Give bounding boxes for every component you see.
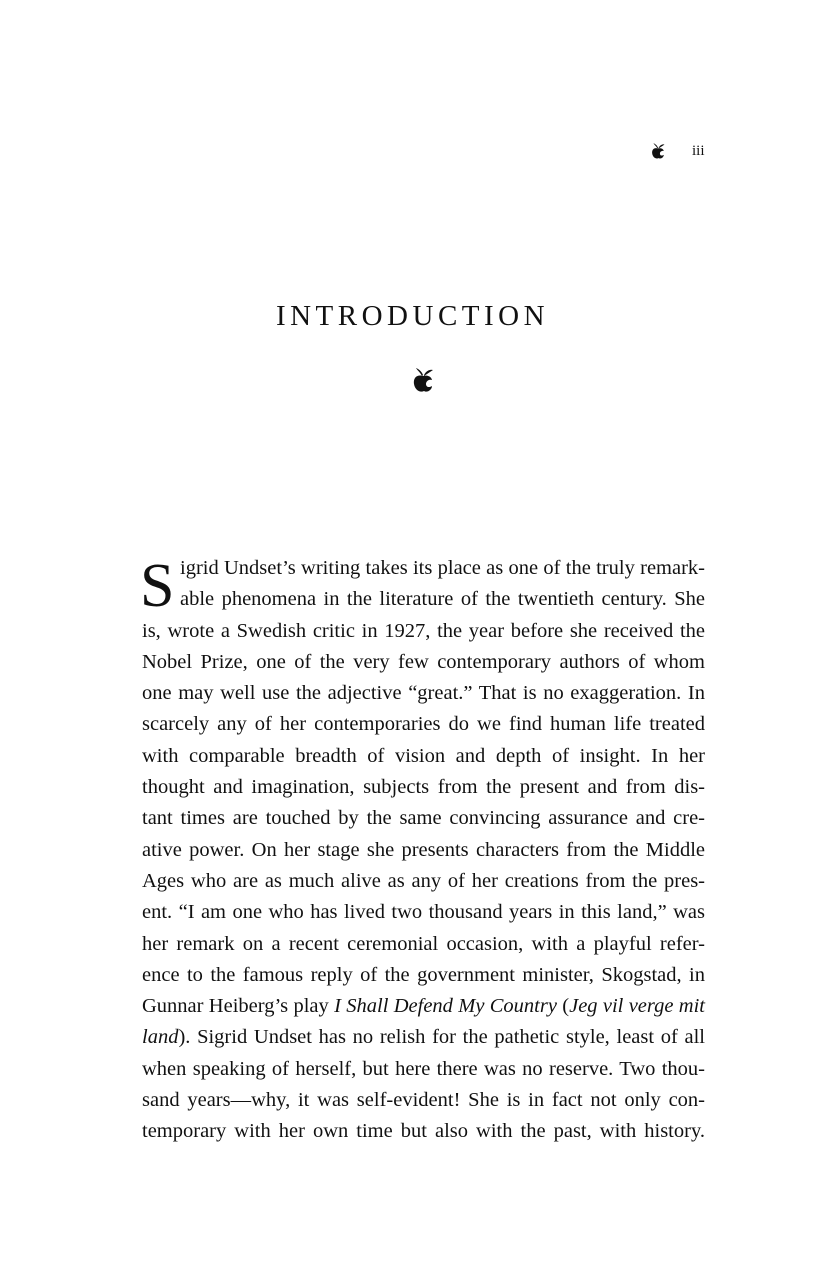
text-run: able phenomena in the literature of the twentieth century. She bbox=[180, 588, 705, 611]
text-run: ence to the famous reply of the government minister, Skogstad, in bbox=[142, 963, 705, 986]
text-run: Gunnar Heiberg’s play bbox=[142, 995, 335, 1018]
drop-cap: S bbox=[140, 552, 175, 620]
text-line bbox=[142, 616, 705, 647]
chapter-title: INTRODUCTION bbox=[275, 300, 550, 332]
text-run: when speaking of herself, but here there was no reserve. Two thou- bbox=[142, 1057, 705, 1080]
text-run: tant times are touched by the same convincing assurance and cre- bbox=[142, 807, 705, 830]
text-line bbox=[142, 897, 705, 928]
italic-title: I Shall Defend My Country bbox=[334, 995, 557, 1018]
fleuron-apple-icon bbox=[411, 366, 435, 394]
text-line bbox=[142, 553, 705, 584]
text-run: her remark on a recent ceremonial occasion, with a playful refer- bbox=[142, 932, 705, 955]
text-line bbox=[142, 1022, 705, 1053]
text-line bbox=[142, 866, 705, 897]
text-line bbox=[142, 772, 705, 803]
body-text bbox=[142, 553, 705, 1148]
text-line bbox=[142, 678, 705, 709]
text-line bbox=[142, 741, 705, 772]
text-run: ). Sigrid Undset has no relish for the pathetic style, least of all bbox=[178, 1026, 705, 1049]
text-run: one may well use the adjective “great.” That is no exaggeration. In bbox=[142, 682, 705, 705]
text-run: ( bbox=[556, 995, 570, 1018]
fleuron-apple-icon bbox=[650, 142, 666, 160]
text-run: Nobel Prize, one of the very few contemporary authors of whom bbox=[142, 650, 705, 673]
text-run: temporary with her own time but also with the past, with history. bbox=[142, 1120, 705, 1143]
text-line bbox=[142, 1085, 705, 1116]
text-run: thought and imagination, subjects from the present and from dis- bbox=[142, 776, 705, 799]
text-run: igrid Undset’s writing takes its place as one of the truly remark- bbox=[180, 557, 705, 579]
text-line bbox=[142, 991, 705, 1022]
text-line bbox=[142, 835, 705, 866]
text-line bbox=[142, 1116, 705, 1147]
text-line bbox=[142, 1054, 705, 1085]
text-run: sand years—why, it was self-evident! She is in fact not only con- bbox=[142, 1089, 705, 1112]
text-run: ative power. On her stage she presents characters from the Middle bbox=[142, 838, 705, 861]
text-line bbox=[142, 929, 705, 960]
text-run: is, wrote a Swedish critic in 1927, the year before she received the bbox=[142, 619, 705, 642]
italic-title: land bbox=[142, 1026, 179, 1049]
text-line bbox=[142, 803, 705, 834]
text-run: Ages who are as much alive as any of her creations from the pres- bbox=[142, 869, 705, 892]
text-run: ent. “I am one who has lived two thousand years in this land,” was bbox=[142, 901, 705, 924]
text-line bbox=[142, 584, 705, 615]
page-number: iii bbox=[692, 143, 705, 159]
text-line bbox=[142, 709, 705, 740]
text-line bbox=[142, 960, 705, 991]
running-header bbox=[650, 142, 710, 162]
text-run: with comparable breadth of vision and depth of insight. In her bbox=[142, 744, 705, 767]
text-run: scarcely any of her contemporaries do we find human life treated bbox=[142, 713, 705, 736]
italic-title: Jeg vil verge mit bbox=[569, 995, 705, 1018]
text-line bbox=[142, 647, 705, 678]
